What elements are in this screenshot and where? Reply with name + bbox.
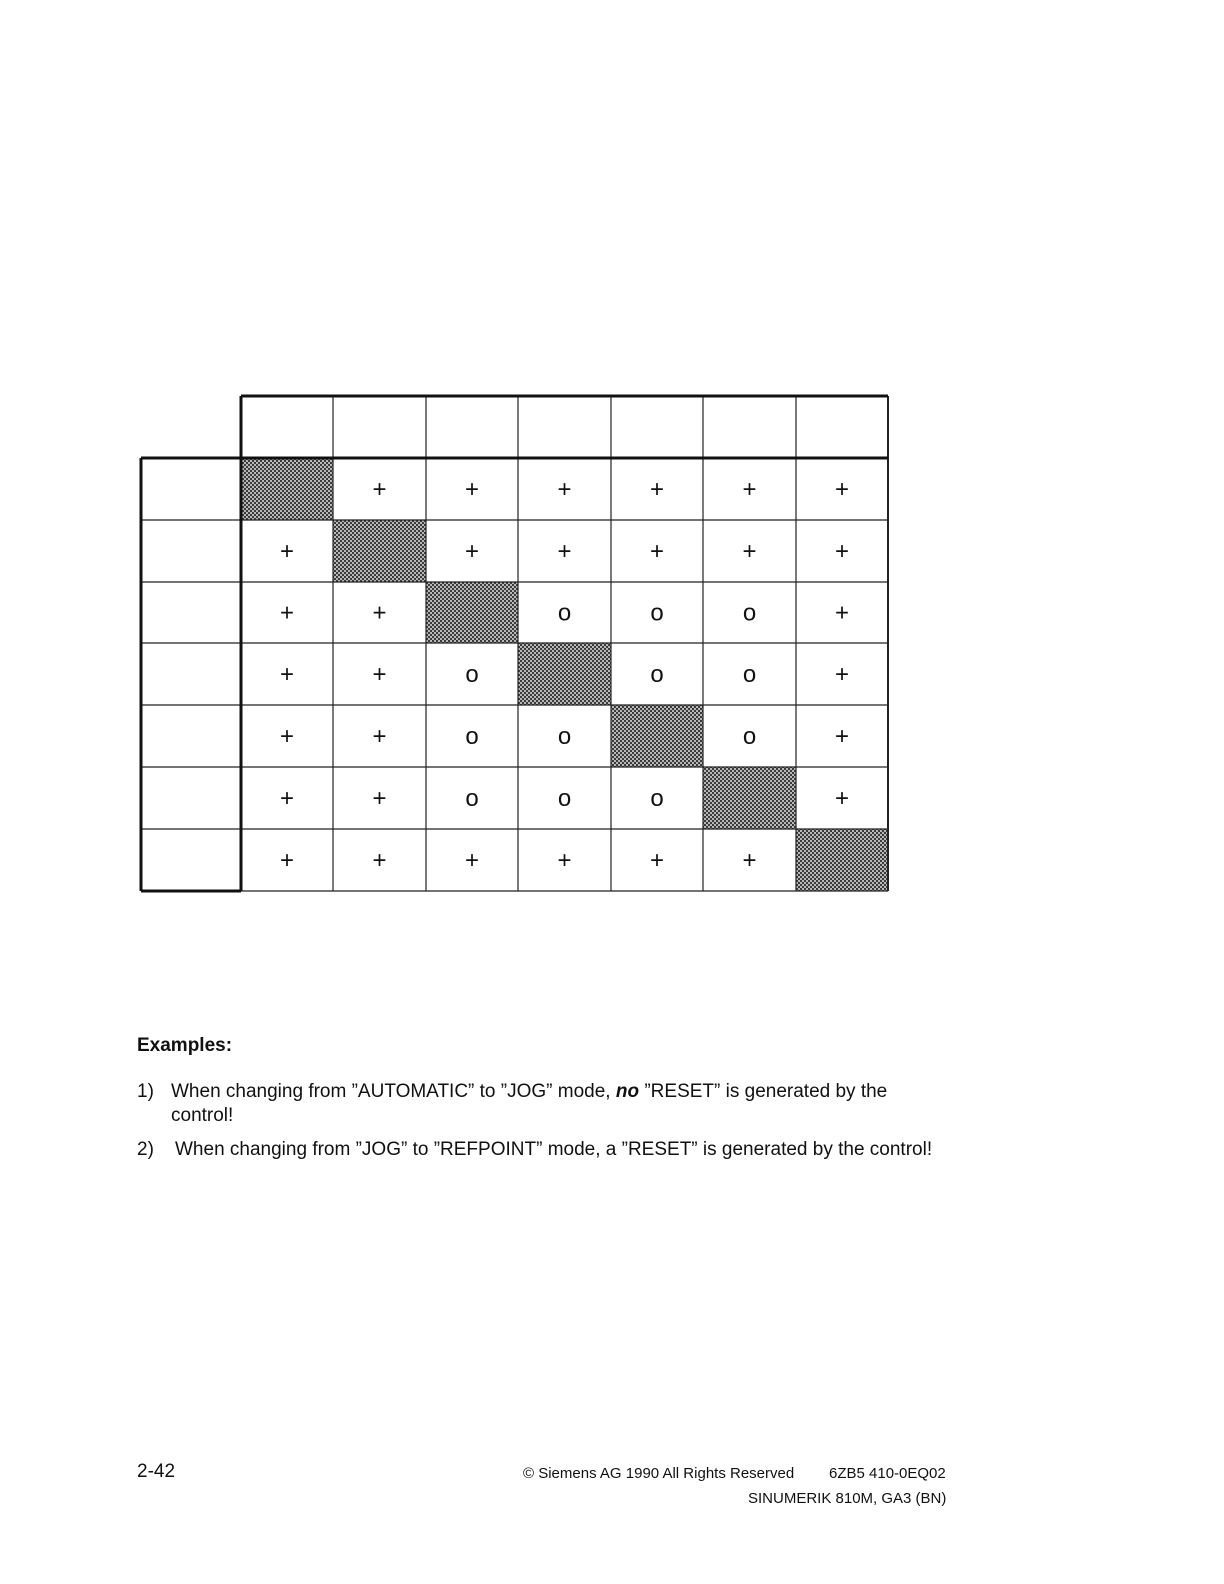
matrix-cell-symbol: + [649, 476, 665, 503]
matrix-cell-symbol: o [465, 723, 479, 750]
matrix-cell-symbol: + [279, 723, 295, 750]
matrix-cell-symbol: + [649, 847, 665, 874]
matrix-cell-symbol: + [834, 476, 850, 503]
matrix-cell-symbol: o [742, 599, 757, 627]
hatched-diagonal-cell [426, 582, 518, 643]
order-number: 6ZB5 410-0EQ02 [829, 1465, 946, 1482]
matrix-cell-symbol: + [742, 476, 757, 503]
matrix-cell-symbol: + [372, 847, 387, 874]
hatched-diagonal-cell [611, 705, 703, 767]
matrix-cell-symbol: + [464, 847, 480, 874]
example-number: 1) [137, 1081, 154, 1102]
matrix-cell-symbol: o [465, 661, 479, 688]
matrix-cell-symbol: + [557, 538, 572, 565]
matrix-cell-symbol: o [557, 599, 572, 627]
hatched-diagonal-cell [796, 829, 888, 891]
matrix-cell-symbol: + [372, 476, 387, 503]
matrix-cell-symbol: + [372, 785, 387, 812]
matrix-cell-symbol: + [834, 538, 850, 565]
matrix-cell-symbol: + [279, 661, 295, 688]
matrix-cell-symbol: + [742, 847, 757, 874]
matrix-cell-symbol: o [650, 599, 664, 627]
matrix-cell-symbol: + [649, 538, 665, 565]
matrix-cell-symbol: + [557, 476, 572, 503]
hatched-diagonal-cell [703, 767, 796, 829]
matrix-cell-symbol: + [557, 847, 572, 874]
matrix-cell-symbol: o [650, 661, 664, 688]
matrix-cell-symbol: + [372, 599, 387, 627]
matrix-cell-symbol: o [650, 785, 664, 812]
matrix-cell-symbol: + [834, 723, 850, 750]
matrix-cell-symbol: o [742, 661, 757, 688]
matrix-cell-symbol: o [557, 723, 572, 750]
matrix-cell-symbol: o [557, 785, 572, 812]
matrix-cell-symbol: + [742, 538, 757, 565]
example-number: 2) [137, 1139, 154, 1160]
examples-heading: Examples: [137, 1035, 233, 1056]
hatched-diagonal-cell [333, 520, 426, 582]
page-number: 2-42 [137, 1461, 176, 1482]
matrix-cell-symbol: + [372, 661, 387, 688]
matrix-cell-symbol: + [834, 599, 850, 627]
matrix-cell-symbol: + [834, 785, 850, 812]
matrix-cell-symbol: + [834, 661, 850, 688]
emphasis-no: no [615, 1081, 640, 1102]
matrix-cell-symbol: + [279, 599, 295, 627]
matrix-cell-symbol: + [279, 538, 295, 565]
example-text: When changing from ”JOG” to ”REFPOINT” mode, a ”RESET” is generated by the control! [175, 1139, 933, 1160]
matrix-cell-symbol: + [279, 847, 295, 874]
matrix-cell-symbol: + [372, 723, 387, 750]
manual-title: SINUMERIK 810M, GA3 (BN) [748, 1490, 947, 1507]
matrix-cell-symbol: o [465, 785, 479, 812]
matrix-cell-symbol: + [279, 785, 295, 812]
matrix-cell-symbol: + [464, 538, 480, 565]
matrix-cell-symbol: o [742, 723, 757, 750]
hatched-diagonal-cell [518, 643, 611, 705]
copyright: © Siemens AG 1990 All Rights Reserved [523, 1465, 795, 1482]
hatched-diagonal-cell [241, 458, 333, 520]
example-text: When changing from ”AUTOMATIC” to ”JOG” mode, no ”RESET” is generated by the control! [171, 1081, 888, 1126]
matrix-cell-symbol: + [464, 476, 480, 503]
